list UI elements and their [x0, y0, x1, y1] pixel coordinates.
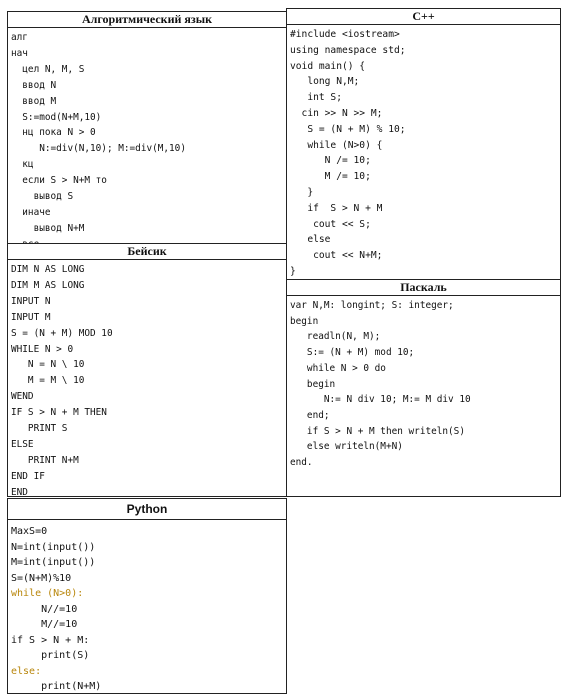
code-line: if S > N + M: [11, 634, 90, 646]
code-line: N /= 10; [290, 155, 371, 167]
python-title: Python [8, 499, 286, 520]
python-code [8, 520, 286, 695]
code-line: вывод N+M [11, 222, 85, 234]
code-line: нач [11, 47, 28, 59]
code-line: using namespace std; [290, 44, 406, 56]
basic-panel [7, 243, 287, 497]
cpp-code [287, 25, 560, 280]
code-line: PRINT S [11, 423, 68, 435]
code-line: DIM N AS LONG [11, 264, 85, 275]
code-line: #include <iostream> [290, 29, 400, 40]
basic-title: Бейсик [8, 244, 286, 260]
code-line: M=int(input()) [11, 557, 96, 568]
code-line: end. [290, 457, 313, 469]
code-line: print(N+M) [11, 681, 102, 692]
pascal-code [287, 296, 560, 471]
python-panel [7, 498, 287, 694]
code-line: S = (N + M) MOD 10 [11, 327, 113, 339]
code-line: INPUT M [11, 311, 51, 323]
cpp-title: C++ [287, 9, 560, 25]
code-line: } [290, 265, 296, 277]
code-line: readln(N, M); [290, 331, 381, 343]
code-line: S:=mod(N+M,10) [11, 111, 102, 123]
code-line-keyword: else: [11, 665, 42, 677]
code-line: var N,M: longint; S: integer; [290, 300, 454, 311]
code-line: WHILE N > 0 [11, 343, 74, 355]
pascal-panel [286, 279, 561, 497]
code-line: long N,M; [290, 76, 360, 88]
code-line: S:= (N + M) mod 10; [290, 347, 415, 359]
code-line: WEND [11, 391, 34, 403]
code-line: M = M \ 10 [11, 375, 85, 387]
code-line: N=int(input()) [11, 541, 96, 553]
code-line: алг [11, 32, 28, 43]
code-line: if S > N + M then writeln(S) [290, 425, 465, 437]
code-line: иначе [11, 206, 51, 218]
code-line: PRINT N+M [11, 454, 79, 466]
code-line: S=(N+M)%10 [11, 572, 72, 584]
code-line: print(S) [11, 650, 90, 661]
algo-code [8, 28, 286, 269]
code-line: END IF [11, 470, 45, 482]
code-line: N:=div(N,10); M:=div(M,10) [11, 143, 186, 155]
code-line: ввод M [11, 95, 57, 107]
code-line-keyword: while (N>0): [11, 588, 84, 599]
code-line: end; [290, 409, 330, 421]
code-line: если S > N+M то [11, 175, 107, 187]
cpp-panel [286, 8, 561, 280]
code-line: INPUT N [11, 295, 51, 307]
code-line: N//=10 [11, 603, 78, 615]
code-line: begin [290, 315, 319, 327]
algo-panel [7, 11, 287, 244]
code-line: int S; [290, 92, 342, 104]
code-line: M//=10 [11, 619, 78, 630]
code-line: ввод N [11, 79, 57, 91]
code-line: N:= N div 10; M:= M div 10 [290, 394, 471, 406]
pascal-title: Паскаль [287, 280, 560, 296]
code-line: вывод S [11, 191, 74, 203]
code-line: END [11, 486, 28, 498]
code-line: begin [290, 378, 336, 390]
code-line: cin >> N >> M; [290, 107, 383, 119]
code-line: ELSE [11, 438, 34, 450]
algo-title: Алгоритмический язык [8, 12, 286, 28]
code-line: else writeln(M+N) [290, 441, 403, 453]
code-line: } [290, 186, 314, 198]
code-line: кц [11, 159, 34, 171]
code-line: MaxS=0 [11, 526, 48, 537]
code-line: if S > N + M [290, 202, 383, 214]
code-line: cout << N+M; [290, 250, 383, 262]
basic-code [8, 260, 286, 501]
code-line: N = N \ 10 [11, 359, 85, 371]
code-line: нц пока N > 0 [11, 127, 96, 139]
code-line: while (N>0) { [290, 139, 383, 151]
code-line: cout << S; [290, 218, 371, 230]
code-line: IF S > N + M THEN [11, 407, 107, 419]
code-line: M /= 10; [290, 171, 371, 183]
code-line: DIM M AS LONG [11, 279, 85, 291]
code-line: void main() { [290, 60, 366, 72]
code-line: цел N, M, S [11, 63, 85, 75]
code-line: else [290, 234, 331, 246]
code-line: S = (N + M) % 10; [290, 123, 406, 135]
code-line: while N > 0 do [290, 362, 386, 374]
